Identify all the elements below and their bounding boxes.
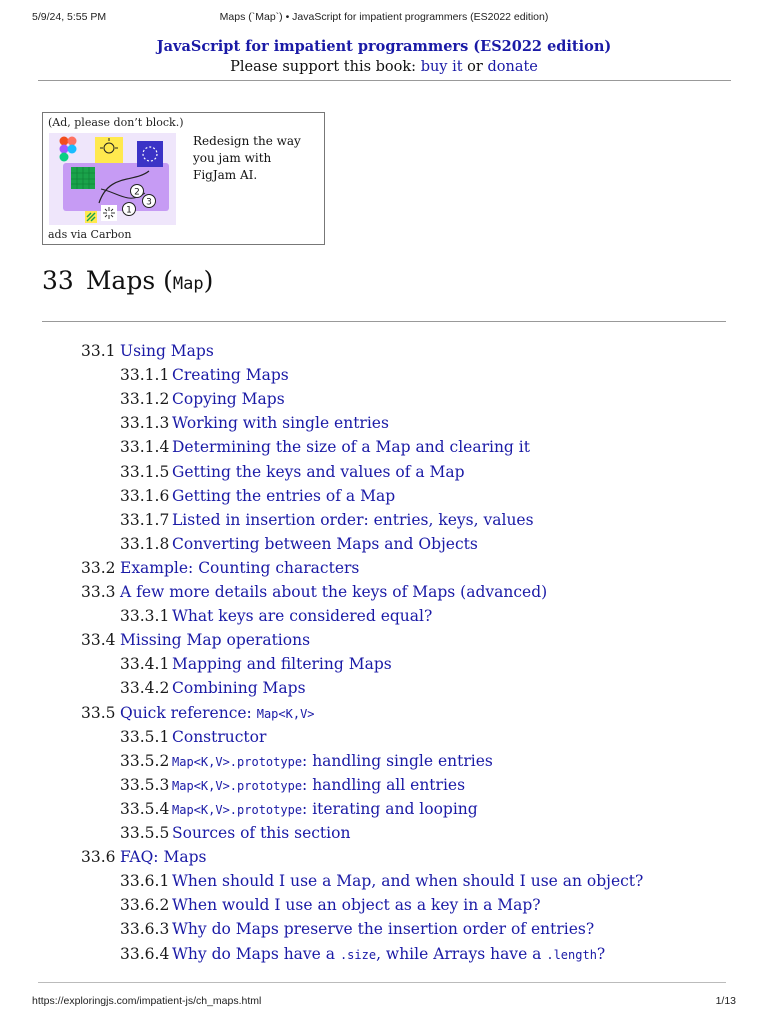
ad-note: (Ad, please don’t block.) [48,116,184,129]
toc-item-text: : iterating and looping [302,799,478,818]
toc-item-link[interactable] [172,652,392,676]
toc-item-number: 33.6.3 [120,920,170,939]
site-header [0,37,768,77]
toc-item-number: 33.2 [81,558,116,577]
toc-item-text: : handling all entries [302,775,466,794]
toc-item-link[interactable] [172,821,350,845]
print-footer [32,995,736,1011]
toc-item-number: 33.1.8 [120,534,170,553]
chapter-divider [42,321,726,322]
toc-item-code: .length [546,947,597,962]
toc-item-number: 33.5.3 [120,775,170,794]
header-divider [38,80,731,81]
toc-item-link[interactable] [172,917,594,941]
donate-link[interactable]: donate [487,59,538,75]
toc-item-link[interactable] [120,628,310,652]
toc-item-link[interactable] [172,484,395,508]
toc-item-link[interactable] [172,435,530,459]
ad-text[interactable]: Redesign the way you jam with FigJam AI. [193,134,301,182]
toc-item-text: Getting the entries of a Map [172,486,396,505]
toc-item-link[interactable] [172,387,285,411]
toc-item-text: Creating Maps [172,366,289,385]
toc-item-link[interactable] [120,845,206,869]
toc-item-text: Example: Counting characters [120,558,360,577]
or-text: or [462,59,488,75]
toc-item-text: Mapping and filtering Maps [172,655,392,674]
toc-item-number: 33.4 [81,631,116,650]
toc-item-number: 33.1.1 [120,366,170,385]
svg-text:3: 3 [146,197,152,208]
print-page-title: Maps (`Map`) • JavaScript for impatient programmers (ES2022 edition) [219,11,549,23]
toc-item-text: Missing Map operations [120,631,311,650]
print-header [32,11,736,27]
toc-item-link[interactable] [120,339,214,363]
support-line [0,57,768,77]
chapter-number: 33 [42,266,74,295]
toc-item-number: 33.4.2 [120,679,170,698]
svg-text:2: 2 [134,187,140,198]
toc-item-text: FAQ: Maps [120,848,207,867]
toc-item-number: 33.5.2 [120,751,170,770]
toc-item-code: Map<K,V>.prototype [172,754,303,769]
book-title-link[interactable]: JavaScript for impatient programmers (ES2022 edition) [156,38,612,55]
toc-item-code: Map<K,V>.prototype [172,778,303,793]
toc-item-number: 33.1.5 [120,462,170,481]
toc-item-link[interactable] [120,701,315,726]
toc-item-number: 33.5.5 [120,824,170,842]
toc-item-text: Getting the keys and values of a Map [172,462,465,481]
toc-item-text: Why do Maps preserve the insertion order of entries? [172,920,595,939]
toc-item-link[interactable] [172,725,266,749]
toc-item-text: Copying Maps [172,390,285,409]
print-url: https://exploringjs.com/impatient-js/ch_maps.html [32,995,262,1007]
toc-item-number: 33.3.1 [120,607,170,626]
toc-item-link[interactable] [172,676,306,700]
toc-item-link[interactable] [172,773,465,798]
toc-item-link[interactable] [172,797,478,822]
toc-item-text: , while Arrays have a [376,944,547,963]
toc-item-number: 33.1.7 [120,510,170,529]
toc-item-link[interactable] [172,869,643,893]
toc-item-link[interactable] [172,411,389,435]
toc-item-number: 33.3 [81,583,116,601]
toc-item-link[interactable] [120,580,547,604]
toc-item-number: 33.5.1 [120,727,170,746]
toc-item-link[interactable] [120,556,359,580]
toc-item-text: When would I use an object as a key in a Map? [172,896,541,915]
toc-item-link[interactable] [172,942,605,967]
buy-it-link[interactable]: buy it [420,59,463,75]
toc-item-number: 33.6.1 [120,872,170,891]
toc-item-link[interactable] [172,532,478,556]
toc-item-text: Quick reference: [120,703,257,722]
toc-item-text: : handling single entries [302,751,493,770]
toc-item-text: A few more details about the keys of Maps (advanced) [120,583,548,601]
toc-item-text: Working with single entries [172,414,389,433]
toc-item-text: Listed in insertion order: entries, keys, values [172,510,534,529]
ad-via-carbon[interactable]: ads via Carbon [48,228,132,241]
chapter-title-close: ) [203,266,214,295]
toc-item-number: 33.1.2 [120,390,170,409]
toc-item-number: 33.1.6 [120,486,170,505]
toc-item-text: Why do Maps have a [172,944,340,963]
carbon-ad[interactable] [42,112,325,245]
toc-item-number: 33.5 [81,703,116,722]
toc-item-text: What keys are considered equal? [172,607,433,626]
svg-text:1: 1 [126,205,132,216]
toc-item-text: Constructor [172,727,267,746]
toc-item-code: Map<K,V>.prototype [172,802,303,817]
toc-item-text: ? [596,944,606,963]
toc-item-text: Converting between Maps and Objects [172,534,478,553]
toc-item-text: When should I use a Map, and when should I use an object? [172,872,644,891]
toc-item-number: 33.6.2 [120,896,170,915]
toc-item-number: 33.1 [81,342,116,360]
toc-item-text: Combining Maps [172,679,306,698]
toc-item-number: 33.1.3 [120,414,170,433]
toc-item-code: .size [339,947,377,962]
support-prefix: Please support this book: [230,59,421,75]
toc-item-link[interactable] [172,749,493,774]
chapter-title-code: Map [172,274,204,294]
toc-item-number: 33.6 [81,848,116,867]
print-page-number: 1/13 [715,995,736,1007]
toc-item-number: 33.6.4 [120,944,170,963]
toc-item-text: Sources of this section [172,824,351,842]
toc-item-link[interactable] [172,508,534,532]
toc-item-link[interactable] [172,363,289,387]
chapter-title [42,266,213,295]
toc-item-number: 33.1.4 [120,438,170,457]
toc-item-number: 33.4.1 [120,655,170,674]
toc-item-link[interactable] [172,893,541,917]
toc-item-text: Determining the size of a Map and clearing it [172,438,530,457]
toc-item-number: 33.5.4 [120,799,170,818]
print-date: 5/9/24, 5:55 PM [32,11,107,23]
toc-item-link[interactable] [172,460,465,484]
figjam-ad-image[interactable] [49,133,176,225]
chapter-title-text: Maps ( [85,266,173,295]
toc-item-link[interactable] [172,604,432,628]
toc-item-code: Map<K,V> [256,706,315,721]
footer-divider [38,982,726,983]
toc-item-text: Using Maps [120,342,214,360]
